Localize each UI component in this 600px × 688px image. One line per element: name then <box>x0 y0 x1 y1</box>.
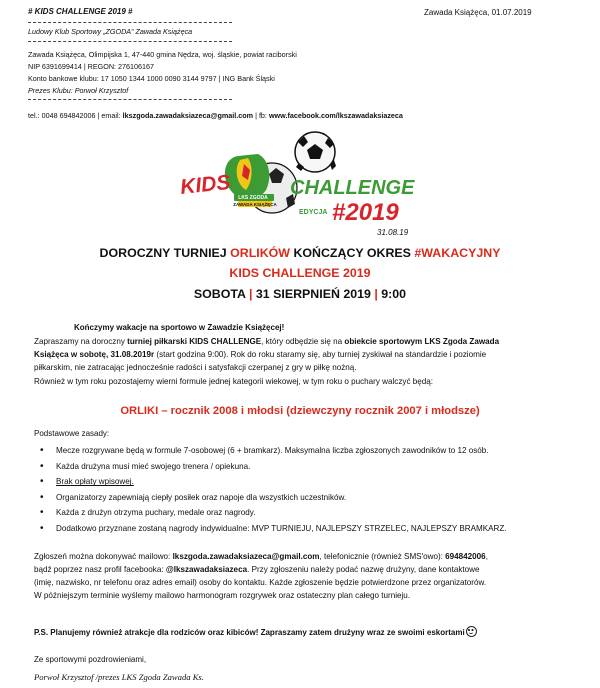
place-and-date: Zawada Książęca, 01.07.2019 <box>424 8 532 17</box>
rule-item: • Każda z drużyn otrzyma puchary, medale oraz nagrody. <box>40 505 507 521</box>
intro-paragraph <box>34 335 574 388</box>
contact-phone: tel.: 0048 694842006 <box>28 111 96 120</box>
crest-text-1: LKS ZGODA <box>238 195 268 201</box>
registration-text: W późniejszym terminie wyślemy mailowo harmonogram rozgrywek oraz ostateczny plan całego turnieju. <box>34 591 411 600</box>
postscript <box>34 626 477 637</box>
rules-heading: Podstawowe zasady: <box>34 429 110 438</box>
football-icon <box>295 132 336 172</box>
intro-venue: obiekcie sportowym LKS Zgoda Zawada <box>344 337 500 346</box>
registration-paragraph <box>34 550 574 602</box>
contact-facebook[interactable]: www.facebook.com/lkszawadaksiazeca <box>268 111 403 120</box>
registration-text: Zgłoszeń można dokonywać mailowo: <box>34 552 173 561</box>
club-bank-account: Konto bankowe klubu: 17 1050 1344 1000 0090 3144 9797 | ING Bank Śląski <box>28 74 275 83</box>
club-address: Zawada Książęca, Olimpijska 1, 47-440 gmina Nędza, woj. śląskie, powiat raciborski <box>28 50 297 59</box>
document-header-title: # KIDS CHALLENGE 2019 # <box>28 7 133 16</box>
title-text: DOROCZNY TURNIEJ <box>99 246 231 260</box>
separator: | <box>374 287 378 301</box>
intro-text: piłkarskim, nie zatracając jednocześnie radości i satysfakcji czerpanej z gry w piłkę nożną. <box>34 363 357 373</box>
registration-text: bądź poprzez nasz profil facebooka: <box>34 565 166 574</box>
title-hashtag: #WAKACYJNY <box>414 246 501 260</box>
logo-date: 31.08.19 <box>377 228 409 237</box>
registration-text: , <box>485 552 488 561</box>
event-title-line-1 <box>0 246 600 260</box>
rule-item: • Każda drużyna musi mieć swojego trenera / opiekuna. <box>40 459 507 475</box>
registration-email[interactable]: lkszgoda.zawadaksiazeca@gmail.com <box>172 552 320 561</box>
registration-text: , telefonicznie (również SMS'owo): <box>319 552 446 561</box>
rules-list <box>40 443 507 537</box>
signature: Porwoł Krzysztof /prezes LKS Zgoda Zawada Ks. <box>34 672 204 682</box>
smiley-icon <box>466 626 477 637</box>
club-nip-regon: NIP 6391699414 | REGON: 276106167 <box>28 62 155 71</box>
event-date-line <box>0 287 600 301</box>
intro-text: (start godzina 9:00). Rok do roku staramy się, aby turniej zyskiwał na standardzie i poziomie <box>154 350 487 360</box>
registration-text: (imię, nazwisko, nr telefonu oraz adres email) osoby do kontaktu. Każde zgłoszenie będzie potwierdzone przez organizatorów. <box>34 578 487 587</box>
intro-text: Również w tym roku pozostajemy wierni formule jednej kategorii wiekowej, w tym roku o puchary walczyć będą: <box>34 376 434 386</box>
title-orlikow: ORLIKÓW <box>230 246 290 260</box>
logo-word-kids: KIDS <box>179 170 232 199</box>
event-day: SOBOTA <box>193 287 249 301</box>
rule-item: • Mecze rozgrywane będą w formule 7-osobowej (6 + bramkarz). Maksymalna liczba zgłoszonych zawodników to 12 osób. <box>40 443 507 459</box>
intro-text-bold: turniej piłkarski KIDS CHALLENGE <box>127 337 262 346</box>
closing-greeting: Ze sportowymi pozdrowieniami, <box>34 655 147 664</box>
age-category: ORLIKI – rocznik 2008 i młodsi (dziewczyny rocznik 2007 i młodsze) <box>120 405 480 417</box>
contact-line: tel.: 0048 694842006 | email: lkszgoda.zawadaksiazeca@gmail.com | fb: www.facebook.com/lkszawadaksiazeca <box>28 111 403 120</box>
postscript-text: P.S. Planujemy również atrakcje dla rodziców oraz kibiców! Zapraszamy zatem drużyny wraz ze swoimi eskortami <box>34 628 465 637</box>
logo-word-challenge: CHALLENGE <box>290 177 415 199</box>
contact-email[interactable]: lkszgoda.zawadaksiazeca@gmail.com <box>122 111 254 120</box>
divider <box>28 22 232 23</box>
divider <box>28 41 232 42</box>
contact-fb-label: fb: <box>258 111 267 120</box>
event-time: 9:00 <box>377 287 407 301</box>
separator: | <box>248 287 253 301</box>
intro-heading: Kończymy wakacje na sportowo w Zawadzie Książęcej! <box>74 323 285 332</box>
registration-text: . Przy zgłoszeniu należy podać nazwę drużyny, dane kontaktowe <box>247 565 480 574</box>
kids-challenge-logo <box>178 128 438 240</box>
event-title-line-2: KIDS CHALLENGE 2019 <box>229 266 371 280</box>
intro-date: Książęca w sobotę, 31.08.2019r <box>34 350 155 360</box>
club-president: Prezes Klubu: Porwoł Krzysztof <box>28 86 129 95</box>
registration-facebook[interactable]: @lkszawadaksiazeca <box>165 565 248 574</box>
logo-word-edycja: EDYCJA <box>299 209 328 216</box>
registration-phone[interactable]: 694842006 <box>445 552 486 561</box>
rule-item: • Organizatorzy zapewniają ciepły posiłek oraz napoje dla wszystkich uczestników. <box>40 490 507 506</box>
event-date: 31 SIERPNIEŃ 2019 <box>252 287 375 301</box>
intro-text: , który odbędzie się na <box>261 337 345 346</box>
intro-text: Zapraszamy na doroczny <box>34 337 128 346</box>
contact-email-label: email: <box>101 111 121 120</box>
logo-year: #2019 <box>332 199 399 226</box>
crest-text-2: ZAWADA KSIĄŻĘCA <box>233 202 277 207</box>
divider <box>28 99 232 100</box>
club-name: Ludowy Klub Sportowy „ZGODA” Zawada Książęca <box>28 27 193 36</box>
rule-item: • Brak opłaty wpisowej. <box>40 474 507 490</box>
title-text: KOŃCZĄCY OKRES <box>290 246 415 260</box>
rule-item: • Dodatkowo przyznane zostaną nagrody indywidualne: MVP TURNIEJU, NAJLEPSZY STRZELEC, NAJLEPSZY BRAMKARZ. <box>40 521 507 537</box>
